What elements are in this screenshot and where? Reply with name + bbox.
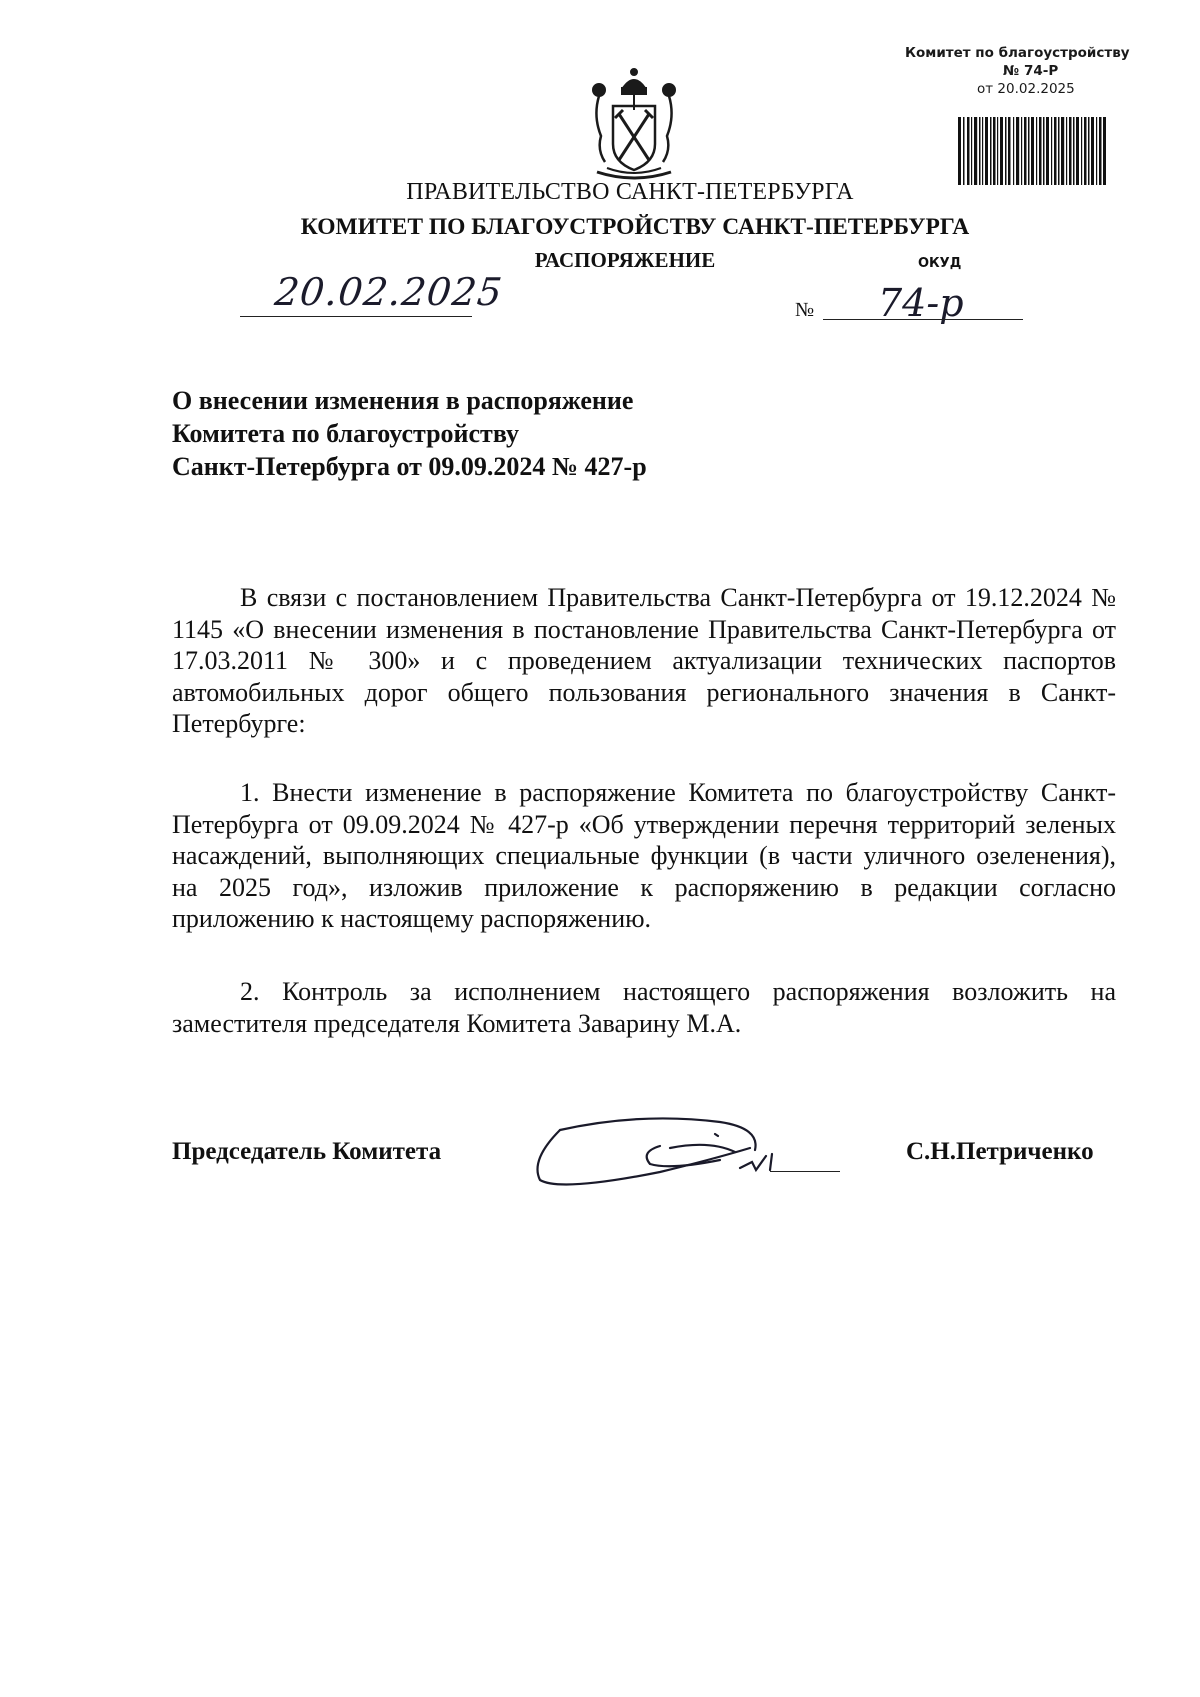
stamp-number: № 74-Р [1003, 63, 1059, 79]
coat-of-arms-icon [587, 66, 681, 184]
stamp-date: от 20.02.2025 [977, 81, 1075, 97]
handwritten-date: 20.02.2025 [272, 270, 505, 314]
number-sign: № [795, 299, 815, 321]
handwritten-number: 74-р [878, 281, 964, 325]
order-item-1: 1. Внести изменение в распоряжение Комитета по благоустройству Санкт-Петербурга от 09.09.2024 № 427-р «Об утверждении перечня территорий зеленых насаждений, выполняющих специальные функции (в части уличного озеленения), на 2025 год», изложив приложение к распоряжению в редакции согласно приложению к настоящему распоряжению. [172, 778, 1116, 933]
signature-image [520, 1100, 840, 1200]
number-underline [823, 319, 1023, 320]
government-title: ПРАВИТЕЛЬСТВО САНКТ-ПЕТЕРБУРГА [406, 179, 854, 205]
preamble-paragraph: В связи с постановлением Правительства Санкт-Петербурга от 19.12.2024 № 1145 «О внесении изменения в постановление Правительства Санкт-Петербурга от 17.03.2011 № 300» и с проведением актуализации технических паспортов автомобильных дорог общего пользования регионального значения в Санкт-Петербурге: [172, 583, 1116, 738]
subject-line-1: О внесении изменения в распоряжение [172, 386, 634, 415]
subject-line-3: Санкт-Петербурга от 09.09.2024 № 427-р [172, 452, 647, 481]
committee-title: КОМИТЕТ ПО БЛАГОУСТРОЙСТВУ САНКТ-ПЕТЕРБУРГА [300, 214, 970, 240]
subject-block [172, 384, 872, 483]
stamp-committee: Комитет по благоустройству [905, 45, 1130, 61]
order-item-2: 2. Контроль за исполнением настоящего распоряжения возложить на заместителя председателя Комитета Заварину М.А. [172, 977, 1116, 1038]
document-type: РАСПОРЯЖЕНИЕ [534, 248, 716, 272]
signatory-name: С.Н.Петриченко [906, 1138, 1094, 1165]
subject-line-2: Комитета по благоустройству [172, 419, 519, 448]
signature-underline [770, 1171, 840, 1172]
registration-stamp [905, 44, 1145, 98]
signatory-role: Председатель Комитета [172, 1138, 442, 1165]
date-underline [240, 316, 472, 317]
okud-label: ОКУД [918, 256, 962, 271]
barcode-image [958, 117, 1108, 185]
